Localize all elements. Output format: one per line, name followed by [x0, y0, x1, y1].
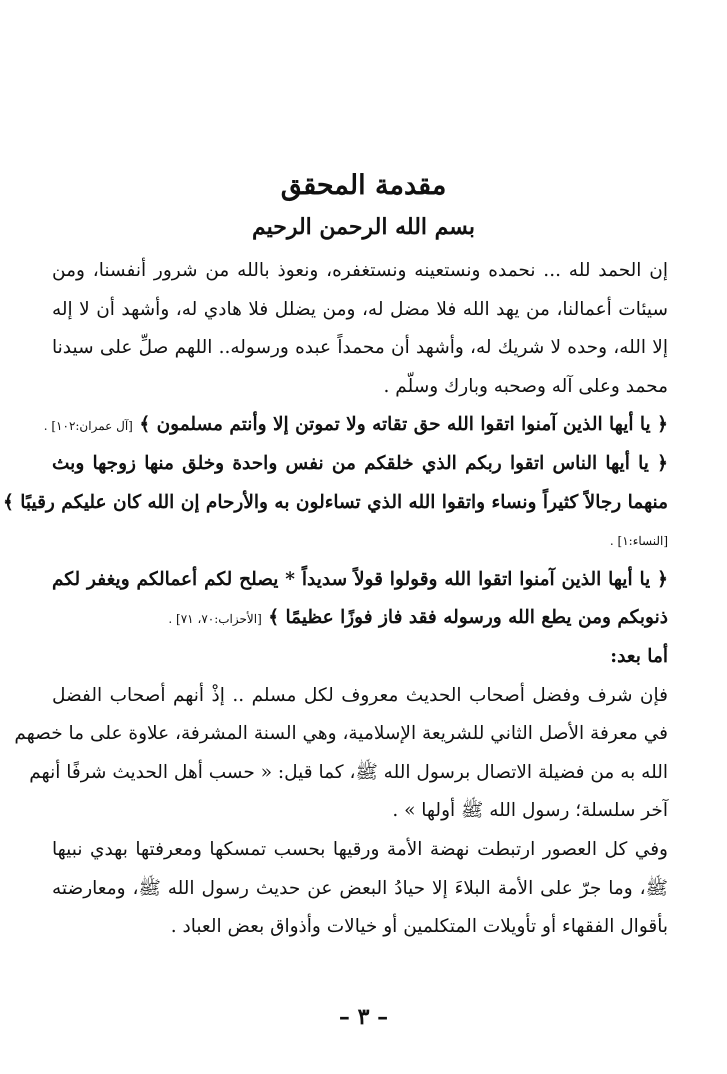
- page-title: مقدمة المحقق: [280, 170, 447, 201]
- paragraph-line: سيئات أعمالنا، من يهد الله فلا مضل له، ومن يضلل فلا هادي له، وأشهد أن لا إله: [52, 298, 668, 320]
- paragraph-line: في معرفة الأصل الثاني للشريعة الإسلامية، وهي السنة المشرفة، علاوة على ما خصهم: [14, 723, 668, 745]
- section-heading: أما بعد:: [610, 645, 668, 667]
- verse-text: ﴿ يا أيها الذين آمنوا اتقوا الله حق تقاته ولا تموتن إلا وأنتم مسلمون ﴾: [139, 414, 668, 436]
- paragraph-line: ﷺ، وما جرّ على الأمة البلاءَ إلا حيادُ البعض عن حديث رسول الله ﷺ، ومعارضته: [52, 877, 668, 899]
- quran-verse-line: ﴿ يا أيها الناس اتقوا ربكم الذي خلقكم من نفس واحدة وخلق منها زوجها وبث: [52, 452, 668, 474]
- paragraph-line: إلا الله، وحده لا شريك له، وأشهد أن محمداً عبده ورسوله.. اللهم صلِّ على سيدنا: [52, 337, 668, 359]
- paragraph-line: محمد وعلى آله وصحبه وبارك وسلّم .: [383, 375, 668, 397]
- page-number: – ٣ –: [338, 1004, 389, 1030]
- verse-reference: [آل عمران:١٠٢] .: [43, 419, 133, 434]
- paragraph-line: فإن شرف وفضل أصحاب الحديث معروف لكل مسلم .. إذْ أنهم أصحاب الفضل: [52, 684, 668, 706]
- quran-verse-line: [52, 599, 668, 638]
- basmala-heading: بسم الله الرحمن الرحيم: [251, 214, 476, 240]
- paragraph-line: آخر سلسلة؛ رسول الله ﷺ أولها » .: [392, 800, 668, 822]
- verse-reference: [النساء:١] .: [609, 534, 668, 549]
- paragraph-line: وفي كل العصور ارتبطت نهضة الأمة ورقيها بحسب تمسكها ومعرفتها بهدي نبيها: [52, 838, 668, 860]
- body-text: [2, 252, 668, 947]
- paragraph-line: بأقوال الفقهاء أو تأويلات المتكلمين أو خيالات وأذواق بعض العباد .: [170, 916, 668, 938]
- paragraph-line: إن الحمد لله ... نحمده ونستعينه ونستغفره، ونعوذ بالله من شرور أنفسنا، ومن: [52, 260, 668, 281]
- verse-reference: [الأحزاب:٧٠، ٧١] .: [168, 612, 262, 627]
- paragraph-line: الله به من فضيلة الاتصال برسول الله ﷺ، كما قيل: « حسب أهل الحديث شرفًا أنهم: [29, 761, 668, 783]
- quran-verse-line: ﴿ يا أيها الذين آمنوا اتقوا الله وقولوا قولاً سديداً * يصلح لكم أعمالكم ويغفر لكم: [52, 568, 668, 590]
- verse-text: ذنوبكم ومن يطع الله ورسوله فقد فاز فوزًا عظيمًا ﴾: [268, 607, 668, 629]
- quran-verse-line: [43, 406, 668, 445]
- quran-verse-line: منهما رجالاً كثيراً ونساء واتقوا الله الذي تساءلون به والأرحام إن الله كان عليكم رقيبًا ﴾: [2, 491, 668, 513]
